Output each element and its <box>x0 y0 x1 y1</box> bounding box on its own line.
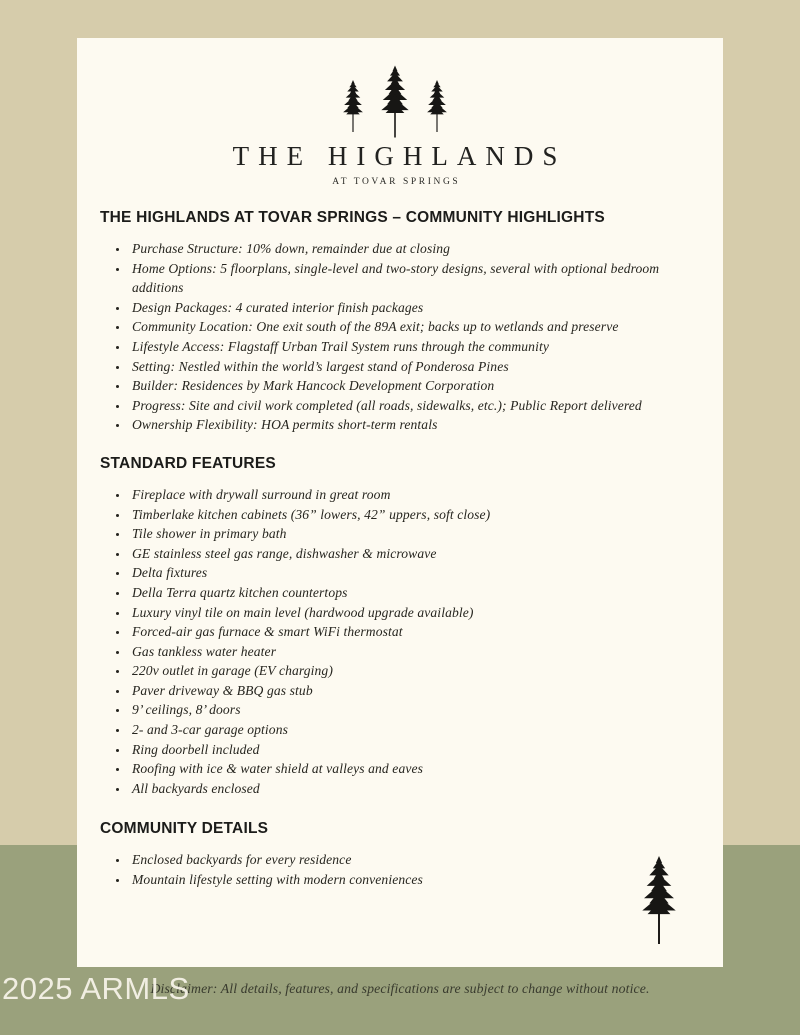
list-item: • Design Packages: 4 curated interior finish packages <box>129 298 690 318</box>
list-item: • Purchase Structure: 10% down, remainder due at closing <box>129 239 690 259</box>
list-item: • Luxury vinyl tile on main level (hardwood upgrade available) <box>129 603 690 623</box>
list-item: • Progress: Site and civil work completed (all roads, sidewalks, etc.); Public Report delivered <box>129 396 690 416</box>
bullet-list <box>100 239 690 435</box>
list-item: • All backyards enclosed <box>129 779 690 799</box>
list-item: • Builder: Residences by Mark Hancock Development Corporation <box>129 376 690 396</box>
logo-trees <box>100 65 690 138</box>
list-item: • Lifestyle Access: Flagstaff Urban Trail System runs through the community <box>129 337 690 357</box>
pine-tree-icon <box>340 79 366 133</box>
list-item: • Home Options: 5 floorplans, single-level and two-story designs, several with optional bedroom additions <box>129 259 690 298</box>
logo-subtitle: AT TOVAR SPRINGS <box>332 177 461 187</box>
list-item: • Fireplace with drywall surround in great room <box>129 485 690 505</box>
list-item: • Delta fixtures <box>129 563 690 583</box>
logo-title: THE HIGHLANDS <box>232 141 567 171</box>
list-item: • Forced-air gas furnace & smart WiFi thermostat <box>129 622 690 642</box>
pine-tree-icon <box>637 855 681 945</box>
list-item: • Timberlake kitchen cabinets (36” lowers, 42” uppers, soft close) <box>129 505 690 525</box>
list-item: • GE stainless steel gas range, dishwasher & microwave <box>129 544 690 564</box>
list-item: • Mountain lifestyle setting with modern conveniences <box>129 870 690 890</box>
list-item: • Paver driveway & BBQ gas stub <box>129 681 690 701</box>
list-item: • 2- and 3-car garage options <box>129 720 690 740</box>
disclaimer-text: Disclaimer: All details, features, and specifications are subject to change without notice. <box>150 981 650 996</box>
list-item: • Roofing with ice & water shield at valleys and eaves <box>129 759 690 779</box>
pine-tree-icon <box>377 65 413 138</box>
bullet-list <box>100 850 690 889</box>
bullet-list <box>100 485 690 799</box>
section-community-details <box>100 820 690 889</box>
list-item: • Ownership Flexibility: HOA permits short-term rentals <box>129 415 690 435</box>
list-item: • Gas tankless water heater <box>129 642 690 662</box>
list-item: • Enclosed backyards for every residence <box>129 850 690 870</box>
list-item: • Ring doorbell included <box>129 740 690 760</box>
community-logo <box>100 65 690 187</box>
flyer-page <box>77 38 723 967</box>
section-heading: STANDARD FEATURES <box>100 454 276 472</box>
section-community-highlights <box>100 209 690 435</box>
armls-watermark: 2025 ARMLS <box>2 971 190 1006</box>
list-item: • Tile shower in primary bath <box>129 524 690 544</box>
section-standard-features <box>100 455 690 799</box>
list-item: • Community Location: One exit south of the 89A exit; backs up to wetlands and preserve <box>129 317 690 337</box>
list-item: • 9’ ceilings, 8’ doors <box>129 700 690 720</box>
pine-tree-icon <box>424 79 450 133</box>
section-heading: COMMUNITY DETAILS <box>100 820 269 838</box>
list-item: • Della Terra quartz kitchen countertops <box>129 583 690 603</box>
section-heading: THE HIGHLANDS AT TOVAR SPRINGS – COMMUNITY HIGHLIGHTS <box>100 209 605 226</box>
list-item: • 220v outlet in garage (EV charging) <box>129 661 690 681</box>
list-item: • Setting: Nestled within the world’s largest stand of Ponderosa Pines <box>129 357 690 377</box>
